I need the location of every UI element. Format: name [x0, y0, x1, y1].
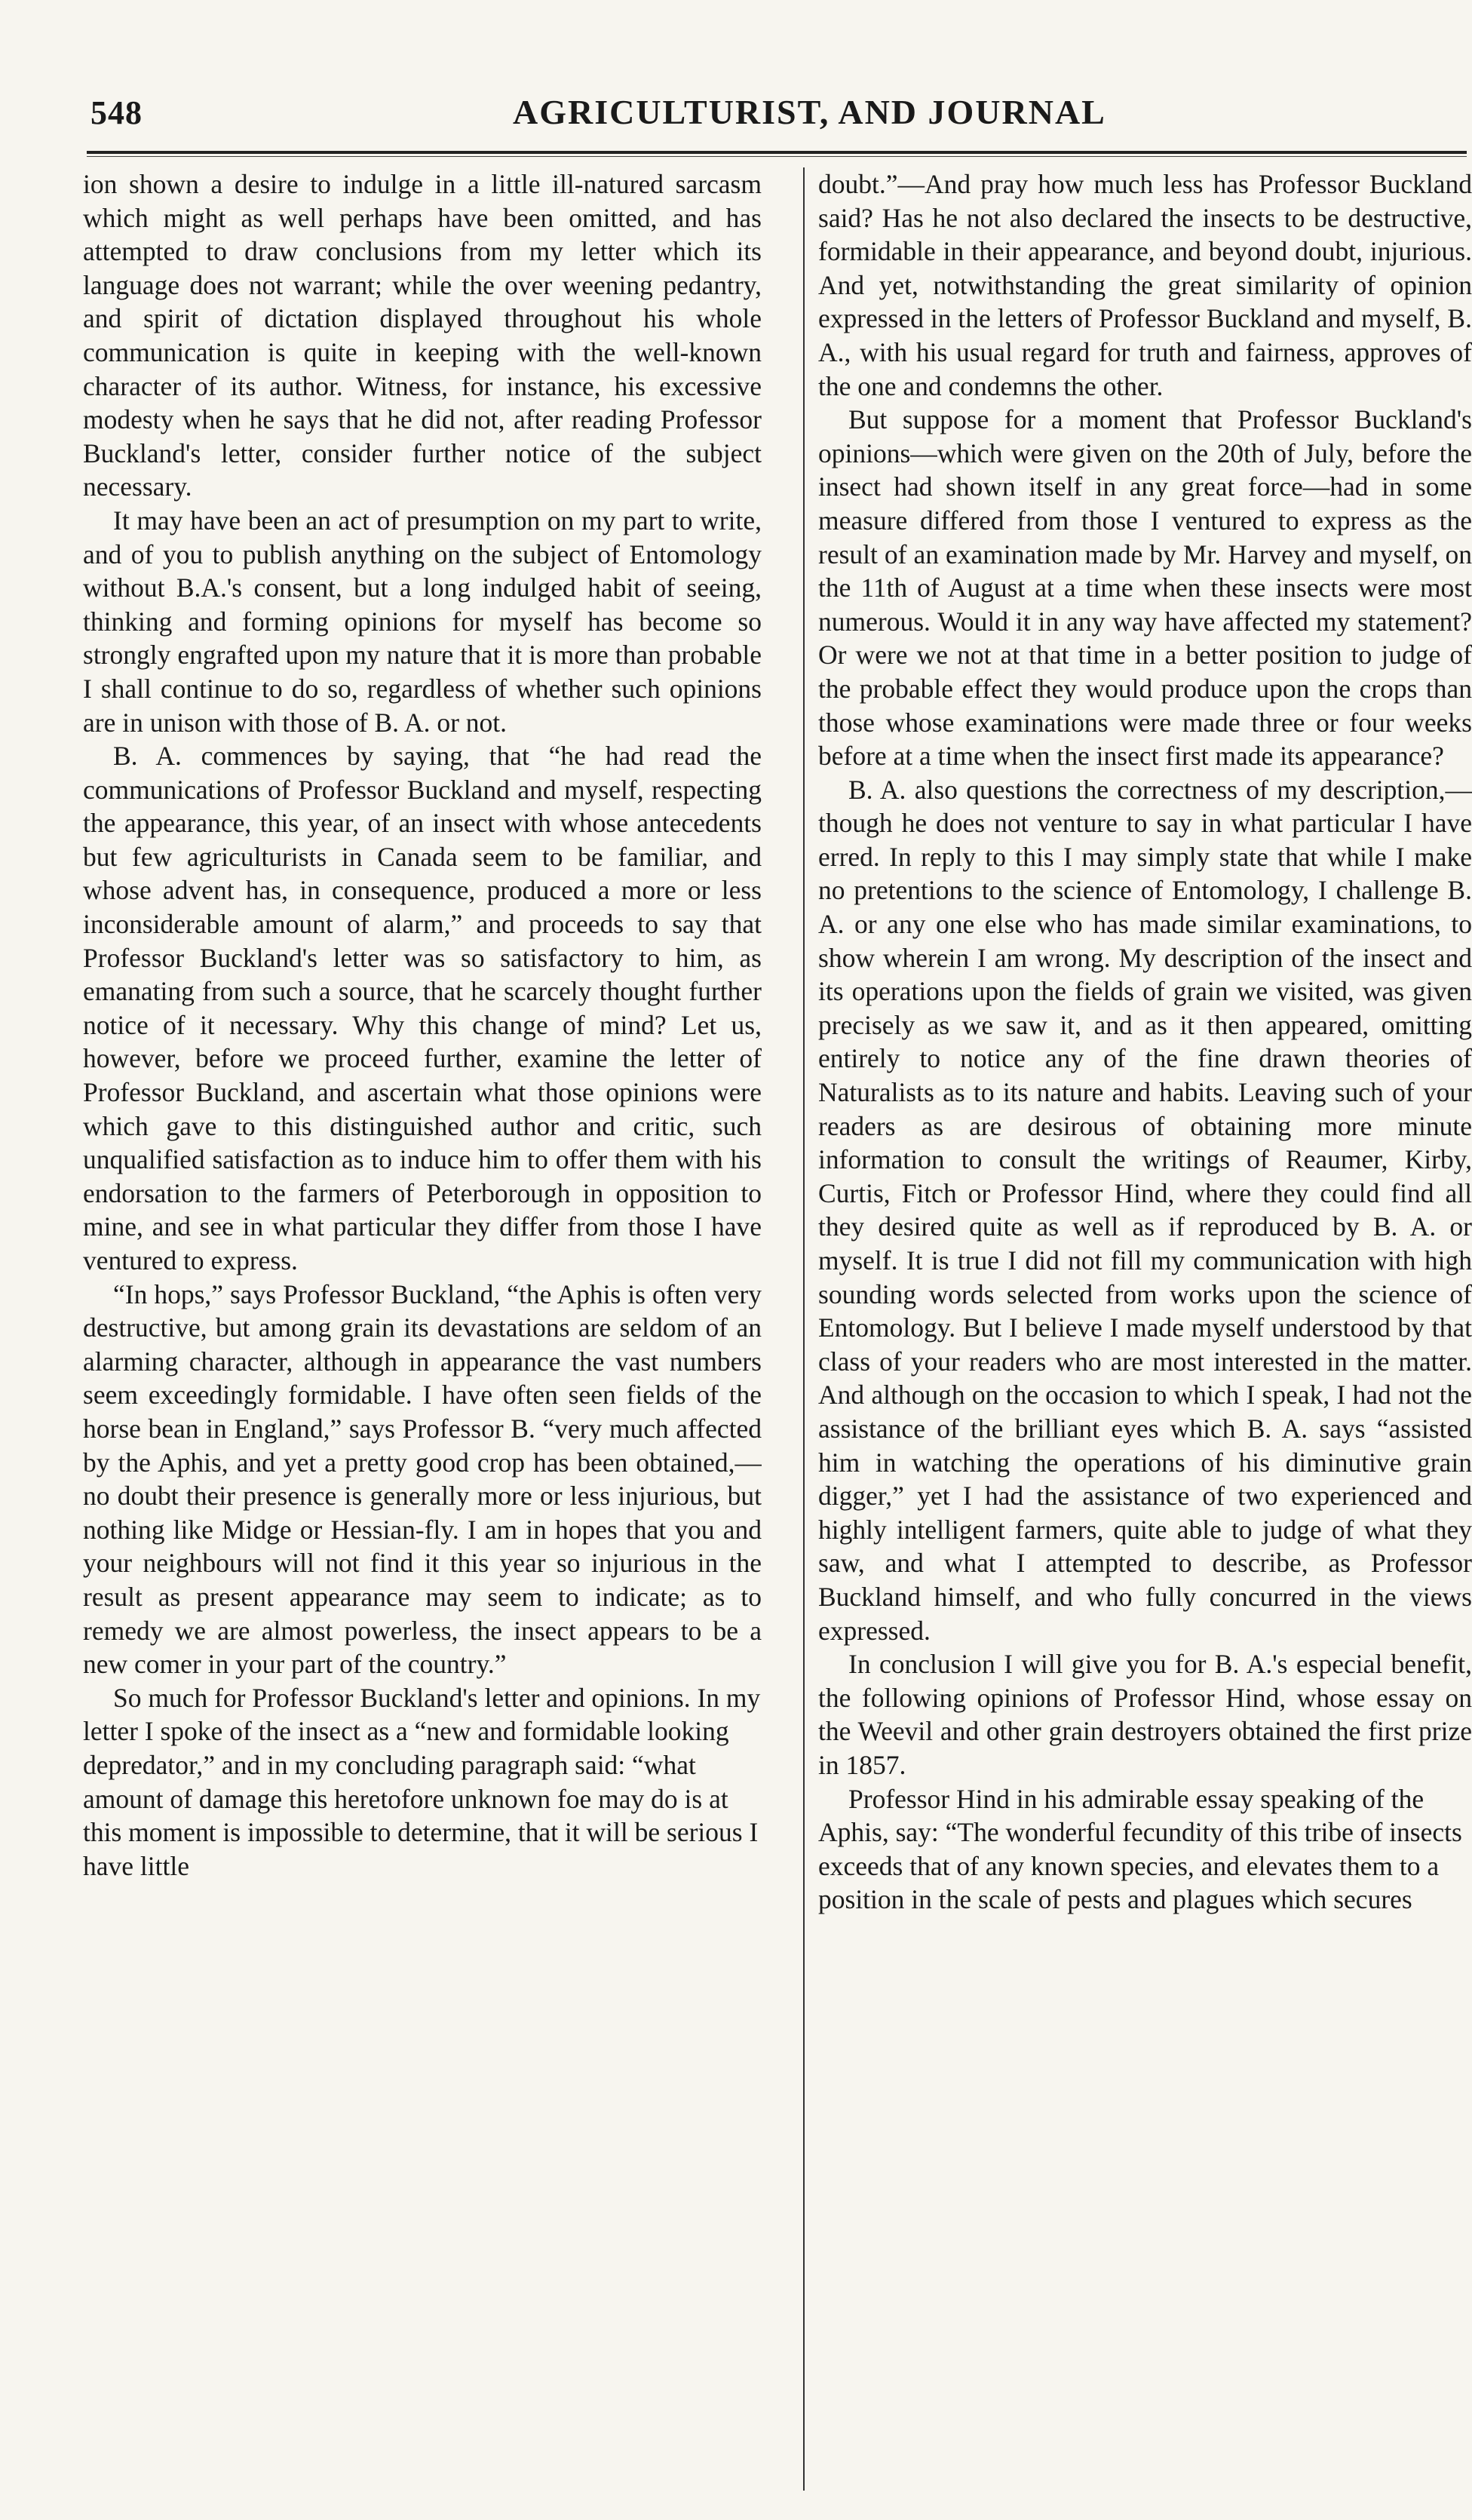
paragraph: “In hops,” says Professor Buckland, “the Aphis is often very destructive, but among grain its devastations are seldom of an alarming character, although in appearance the vast numbers seem exceedingly formidable. I have often seen fields of the horse bean in England,” says Professor B. “very much affected by the Aphis, and yet a pretty good crop has been obtained,—no doubt their presence is generally more or less injurious, but nothing like Midge or Hessian-fly. I am in hopes that you and your neighbours will not find it this year so injurious in the result as present appearance may seem to indicate; as to remedy we are almost powerless, the insect appears to be a new comer in your part of the country.” [83, 1278, 762, 1680]
column-divider [803, 167, 805, 2491]
paragraph: B. A. also questions the correctness of my description,—though he does not venture to say in what particular I have erred. In reply to this I may simply state that while I make no pretentions to the science of Entomology, I challenge B. A. or any one else who has made similar examinations, to show wherein I am wrong. My description of the insect and its operations upon the fields of grain we visited, was given precisely as we saw it, and as it then appeared, omitting entirely to notice any of the fine drawn theories of Naturalists as to its nature and habits. Leaving such of your readers as are desirous of obtaining more minute information to consult the writings of Reaumer, Kirby, Curtis, Fitch or Professor Hind, where they could find all they desired quite as well as if reproduced by B. A. or myself. It is true I did not fill my communication with high sounding words selected from works upon the science of Entomology. But I believe I made myself understood by that class of your readers who are most interested in the matter. And although on the occasion to which I speak, I had not the assistance of the brilliant eyes which B. A. says “assisted him in watching the operations of his diminutive grain digger,” yet I had the assistance of two experienced and highly intelligent farmers, quite able to judge of what they saw, and what I attempted to describe, as Professor Buckland himself, and who fully concurred in the views expressed. [818, 774, 1472, 1646]
paragraph: Professor Hind in his admirable essay speaking of the Aphis, say: “The wonderful fecundity of this tribe of insects exceeds that of any known species, and elevates them to a position in the scale of pests and plagues which secures [818, 1783, 1462, 1915]
paragraph: B. A. commences by saying, that “he had read the communications of Professor Buckland and myself, respecting the appearance, this year, of an insect with whose antecedents but few agriculturists in Canada seem to be familiar, and whose advent has, in consequence, produced a more or less inconsiderable amount of alarm,” and proceeds to say that Professor Buckland's letter was so satisfactory to him, as emanating from such a source, that he scarcely thought further notice of it necessary. Why this change of mind? Let us, however, before we proceed further, examine the letter of Professor Buckland, and ascertain what those opinions were which gave to this distinguished author and critic, such unqualified satisfaction as to induce him to offer them with his endorsation to the farmers of Peterborough in opposition to mine, and see in what particular they differ from those I have ventured to express. [83, 741, 762, 1275]
header-rule [87, 151, 1467, 157]
right-column [818, 167, 1472, 2498]
page-header [90, 89, 1440, 142]
page-number: 548 [90, 94, 143, 131]
paragraph: doubt.”—And pray how much less has Professor Buckland said? Has he not also declared the insects to be destructive, formidable in their appearance, and beyond doubt, injurious. And yet, notwithstanding the great similarity of opinion expressed in the letters of Professor Buckland and myself, B. A., with his usual regard for truth and fairness, approves of the one and condemns the other. [818, 169, 1472, 401]
paragraph: In conclusion I will give you for B. A.'s especial benefit, the following opinions of Professor Hind, whose essay on the Weevil and other grain destroyers obtained the first prize in 1857. [818, 1649, 1472, 1780]
paragraph: ion shown a desire to indulge in a little ill-natured sarcasm which might as well perhaps have been omitted, and has attempted to draw conclusions from my letter which its language does not warrant; while the over weening pedantry, and spirit of dictation displayed throughout his whole communication is quite in keeping with the well-known character of its author. Witness, for instance, his excessive modesty when he says that he did not, after reading Professor Buckland's letter, consider further notice of the subject necessary. [83, 169, 762, 502]
running-title: AGRICULTURIST, AND JOURNAL [513, 93, 1106, 131]
left-column [83, 167, 762, 2498]
paragraph: But suppose for a moment that Professor Buckland's opinions—which were given on the 20th of July, before the insect had shown itself in any great force—had in some measure differed from those I ventured to express as the result of an examination made by Mr. Harvey and myself, on the 11th of August at a time when these insects were most numerous. Would it in any way have affected my statement? Or were we not at that time in a better position to judge of the probable effect they would produce upon the crops than those whose examinations were made three or four weeks before at a time when the insect first made its appearance? [818, 404, 1472, 772]
paragraph: It may have been an act of presumption on my part to write, and of you to publish anything on the subject of Entomology without B.A.'s consent, but a long indulged habit of seeing, thinking and forming opinions for myself has become so strongly engrafted upon my nature that it is more than probable I shall continue to do so, regardless of whether such opinions are in unison with those of B. A. or not. [83, 505, 762, 738]
paragraph: So much for Professor Buckland's letter and opinions. In my letter I spoke of the insect as a “new and formidable looking depredator,” and in my concluding paragraph said: “what amount of damage this heretofore unknown foe may do is at this moment is impossible to determine, that it will be serious I have little [83, 1682, 761, 1881]
